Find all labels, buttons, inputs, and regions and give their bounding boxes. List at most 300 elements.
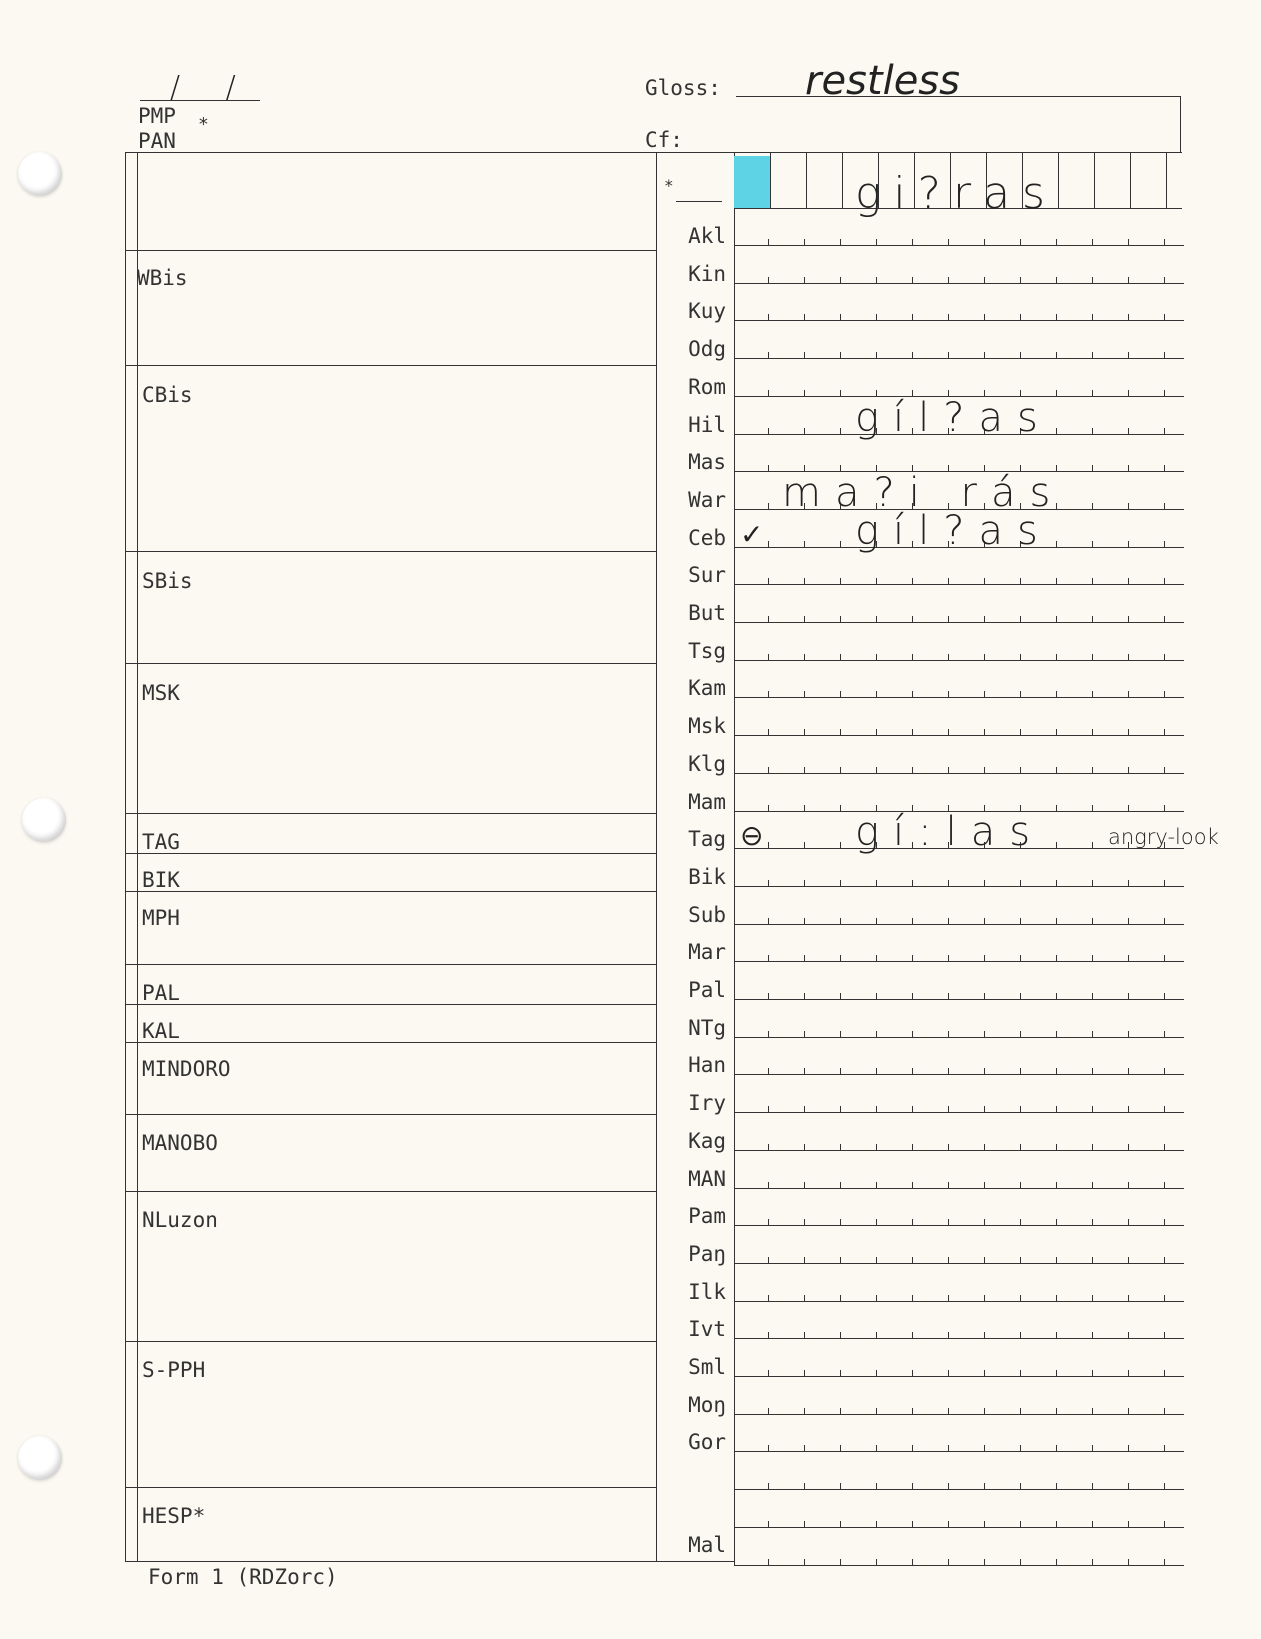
- grid-tick: [734, 1445, 735, 1452]
- grid-row-line: [734, 773, 1184, 774]
- grid-tick: [948, 1257, 949, 1264]
- grid-tick: [948, 578, 949, 585]
- language-code: Sur: [688, 563, 726, 588]
- grid-tick: [1020, 314, 1021, 321]
- grid-tick: [1092, 1559, 1093, 1566]
- grid-tick: [734, 1559, 735, 1566]
- grid-tick: [912, 616, 913, 623]
- entry-grid-row: [734, 961, 1184, 971]
- grid-tick: [734, 1144, 735, 1151]
- grid-tick: [1092, 993, 1093, 1000]
- grid-tick: [912, 1332, 913, 1339]
- grid-tick: [1092, 541, 1093, 548]
- grid-tick: [768, 314, 769, 321]
- grid-tick: [912, 1521, 913, 1528]
- grid-tick: [1092, 1332, 1093, 1339]
- grid-tick: [912, 239, 913, 246]
- grid-tick: [912, 767, 913, 774]
- grid-tick: [734, 314, 735, 321]
- grid-tick: [876, 277, 877, 284]
- section-divider: [125, 891, 656, 892]
- grid-row-line: [734, 1376, 1184, 1377]
- grid-tick: [1164, 918, 1165, 925]
- grid-tick: [804, 541, 805, 548]
- grid-tick: [984, 880, 985, 887]
- grid-tick: [1128, 1182, 1129, 1189]
- grid-tick: [1128, 1370, 1129, 1377]
- grid-tick: [1056, 390, 1057, 397]
- grid-row-line: [734, 358, 1184, 359]
- grid-tick: [768, 1031, 769, 1038]
- grid-tick: [840, 239, 841, 246]
- section-label-sbis: SBis: [142, 569, 193, 593]
- grid-tick: [840, 729, 841, 736]
- grid-tick: [1056, 1031, 1057, 1038]
- grid-tick: [840, 1483, 841, 1490]
- language-code: But: [688, 601, 726, 625]
- section-divider: [125, 1191, 656, 1192]
- grid-tick: [1020, 993, 1021, 1000]
- section-label-kal: KAL: [142, 1019, 180, 1043]
- grid-tick: [984, 993, 985, 1000]
- grid-tick: [768, 1295, 769, 1302]
- grid-tick: [768, 1257, 769, 1264]
- grid-tick: [804, 1483, 805, 1490]
- grid-tick: [1164, 352, 1165, 359]
- grid-tick: [984, 1483, 985, 1490]
- grid-tick: [840, 691, 841, 698]
- grid-tick: [1164, 428, 1165, 435]
- grid-tick: [948, 1219, 949, 1226]
- grid-tick: [1164, 578, 1165, 585]
- grid-tick: [984, 1144, 985, 1151]
- grid-tick: [768, 654, 769, 661]
- grid-tick: [1056, 729, 1057, 736]
- grid-tick: [1128, 805, 1129, 812]
- grid-tick: [734, 1295, 735, 1302]
- grid-row-line: [734, 1338, 1184, 1339]
- grid-row-line: [734, 924, 1184, 925]
- grid-tick: [948, 1182, 949, 1189]
- grid-tick: [1020, 277, 1021, 284]
- grid-tick: [840, 277, 841, 284]
- grid-tick: [768, 616, 769, 623]
- grid-tick: [1092, 1445, 1093, 1452]
- grid-tick: [804, 955, 805, 962]
- grid-tick: [1092, 390, 1093, 397]
- language-code: NTg: [688, 1015, 726, 1040]
- grid-tick: [840, 1219, 841, 1226]
- entry-grid-row: [734, 358, 1184, 368]
- grid-tick: [804, 352, 805, 359]
- pan-label: PAN: [138, 129, 176, 153]
- grid-tick: [948, 239, 949, 246]
- section-label-cbis: CBis: [142, 383, 193, 407]
- grid-tick: [948, 1483, 949, 1490]
- grid-tick: [1164, 277, 1165, 284]
- grid-tick: [948, 1031, 949, 1038]
- grid-tick: [984, 955, 985, 962]
- language-code: Sml: [688, 1355, 726, 1379]
- frame-left-outer: [125, 152, 126, 1562]
- entry-grid-row: [734, 1489, 1184, 1499]
- grid-tick: [1020, 1521, 1021, 1528]
- grid-tick: [1128, 880, 1129, 887]
- grid-tick: [1164, 1257, 1165, 1264]
- grid-tick: [912, 1295, 913, 1302]
- language-code: Iry: [688, 1091, 726, 1116]
- grid-tick: [804, 993, 805, 1000]
- grid-tick: [876, 1182, 877, 1189]
- entry-grid-row: [734, 245, 1184, 255]
- gloss-label: Gloss:: [645, 76, 721, 100]
- grid-tick: [840, 955, 841, 962]
- grid-tick: [876, 1295, 877, 1302]
- grid-tick: [804, 277, 805, 284]
- binder-hole-middle: [22, 798, 66, 842]
- grid-tick: [912, 578, 913, 585]
- grid-tick: [1164, 955, 1165, 962]
- grid-row-line: [734, 1074, 1184, 1075]
- grid-row-line: [734, 1301, 1184, 1302]
- entry-grid-row: [734, 1338, 1184, 1348]
- grid-tick: [734, 277, 735, 284]
- section-label-manobo: MANOBO: [142, 1131, 218, 1155]
- grid-tick: [768, 277, 769, 284]
- entry-grid-row: [734, 1565, 1184, 1575]
- grid-tick: [1092, 465, 1093, 472]
- language-code: Mam: [688, 789, 726, 814]
- grid-tick: [1164, 1219, 1165, 1226]
- grid-tick: [948, 1559, 949, 1566]
- grid-tick: [912, 1144, 913, 1151]
- reflex-form: ma?i rás: [782, 469, 1065, 516]
- grid-tick: [768, 1559, 769, 1566]
- grid-tick: [804, 1408, 805, 1415]
- grid-tick: [1020, 1219, 1021, 1226]
- entry-grid-row: [734, 1112, 1184, 1122]
- grid-tick: [768, 805, 769, 812]
- section-divider: [125, 365, 656, 366]
- grid-tick: [734, 955, 735, 962]
- grid-tick: [840, 1106, 841, 1113]
- gloss-value: restless: [805, 58, 960, 104]
- grid-tick: [876, 314, 877, 321]
- grid-tick: [948, 1332, 949, 1339]
- language-code: Han: [688, 1053, 726, 1078]
- grid-tick: [876, 1068, 877, 1075]
- language-code: War: [688, 487, 726, 512]
- grid-tick: [1056, 616, 1057, 623]
- grid-tick: [1164, 541, 1165, 548]
- grid-tick: [876, 767, 877, 774]
- proto-cell-divider: [1130, 152, 1131, 208]
- grid-tick: [1128, 314, 1129, 321]
- grid-tick: [1092, 503, 1093, 510]
- language-code: Pal: [688, 978, 726, 1002]
- grid-tick: [1020, 1332, 1021, 1339]
- grid-tick: [876, 1144, 877, 1151]
- pmp-label: PMP: [138, 104, 176, 128]
- grid-tick: [1164, 691, 1165, 698]
- grid-tick: [734, 616, 735, 623]
- grid-tick: [1128, 578, 1129, 585]
- grid-tick: [1128, 616, 1129, 623]
- grid-tick: [768, 1521, 769, 1528]
- grid-tick: [984, 1521, 985, 1528]
- proto-star: *: [664, 176, 674, 195]
- proto-underline: [676, 201, 722, 202]
- grid-tick: [1020, 352, 1021, 359]
- grid-tick: [804, 1182, 805, 1189]
- grid-tick: [948, 1445, 949, 1452]
- grid-tick: [984, 616, 985, 623]
- grid-tick: [1128, 428, 1129, 435]
- grid-tick: [1128, 1483, 1129, 1490]
- section-label-hesp: HESP*: [142, 1504, 206, 1528]
- grid-tick: [876, 955, 877, 962]
- grid-row-line: [734, 999, 1184, 1000]
- grid-tick: [1164, 654, 1165, 661]
- date-marks: / /: [170, 70, 254, 105]
- grid-tick: [1092, 1144, 1093, 1151]
- grid-tick: [1056, 842, 1057, 849]
- grid-tick: [734, 1483, 735, 1490]
- grid-tick: [984, 767, 985, 774]
- check-mark-icon: ✓: [740, 517, 764, 551]
- grid-tick: [1128, 465, 1129, 472]
- grid-row-line: [734, 1527, 1184, 1528]
- grid-tick: [804, 1559, 805, 1566]
- grid-tick: [734, 541, 735, 548]
- crossed-circle-mark: ⊖: [740, 819, 764, 853]
- grid-tick: [1020, 1295, 1021, 1302]
- grid-tick: [912, 955, 913, 962]
- grid-tick: [734, 428, 735, 435]
- grid-tick: [1020, 616, 1021, 623]
- grid-tick: [768, 993, 769, 1000]
- proto-cell-divider: [1058, 152, 1059, 208]
- grid-tick: [1164, 1370, 1165, 1377]
- grid-row-line: [734, 584, 1184, 585]
- grid-tick: [1020, 1408, 1021, 1415]
- grid-tick: [1056, 1559, 1057, 1566]
- grid-tick: [1128, 654, 1129, 661]
- entry-grid-row: [734, 1414, 1184, 1424]
- grid-tick: [804, 918, 805, 925]
- grid-tick: [768, 1144, 769, 1151]
- grid-tick: [1128, 1445, 1129, 1452]
- grid-row-line: [734, 1451, 1184, 1452]
- grid-tick: [768, 767, 769, 774]
- entry-grid-row: [734, 283, 1184, 293]
- grid-row-line: [734, 1188, 1184, 1189]
- reflex-form: gíl?as: [855, 507, 1052, 554]
- grid-tick: [948, 880, 949, 887]
- proto-cell-divider: [842, 152, 843, 208]
- grid-tick: [984, 239, 985, 246]
- grid-tick: [840, 541, 841, 548]
- grid-tick: [912, 1445, 913, 1452]
- language-code: Tsg: [688, 638, 726, 663]
- grid-tick: [1128, 1559, 1129, 1566]
- grid-tick: [734, 1370, 735, 1377]
- grid-tick: [1128, 918, 1129, 925]
- language-code: Akl: [688, 224, 726, 248]
- language-code: Ceb: [688, 525, 726, 550]
- language-code: Mal: [688, 1533, 726, 1557]
- grid-tick: [1092, 239, 1093, 246]
- grid-tick: [912, 352, 913, 359]
- grid-tick: [804, 1295, 805, 1302]
- section-divider: [125, 1487, 656, 1488]
- grid-tick: [948, 1295, 949, 1302]
- grid-row-line: [734, 961, 1184, 962]
- grid-tick: [1164, 1483, 1165, 1490]
- grid-tick: [804, 616, 805, 623]
- grid-tick: [984, 1559, 985, 1566]
- entry-grid-row: [734, 735, 1184, 745]
- grid-tick: [948, 729, 949, 736]
- grid-row-line: [734, 1263, 1184, 1264]
- grid-tick: [734, 729, 735, 736]
- section-label-bik: BIK: [142, 868, 180, 892]
- section-divider: [125, 1042, 656, 1043]
- grid-tick: [768, 1332, 769, 1339]
- grid-tick: [948, 1408, 949, 1415]
- grid-tick: [1020, 1106, 1021, 1113]
- grid-tick: [1020, 239, 1021, 246]
- grid-tick: [984, 1106, 985, 1113]
- grid-tick: [984, 918, 985, 925]
- proto-form-text: gi?ras: [855, 168, 1057, 219]
- grid-tick: [840, 1257, 841, 1264]
- grid-tick: [1020, 767, 1021, 774]
- grid-tick: [1020, 1559, 1021, 1566]
- entry-grid-row: [734, 1376, 1184, 1386]
- pmp-star: *: [198, 114, 209, 135]
- grid-tick: [840, 1295, 841, 1302]
- grid-tick: [804, 1144, 805, 1151]
- grid-tick: [840, 805, 841, 812]
- frame-top: [125, 152, 1182, 153]
- grid-tick: [768, 1106, 769, 1113]
- grid-tick: [734, 993, 735, 1000]
- grid-tick: [984, 1257, 985, 1264]
- grid-tick: [876, 239, 877, 246]
- binder-hole-top: [18, 152, 62, 196]
- entry-grid-row: [734, 1037, 1184, 1047]
- grid-tick: [876, 1370, 877, 1377]
- grid-tick: [984, 1332, 985, 1339]
- grid-tick: [1020, 1031, 1021, 1038]
- grid-tick: [912, 918, 913, 925]
- grid-tick: [984, 1370, 985, 1377]
- grid-tick: [984, 578, 985, 585]
- section-label-pal: PAL: [142, 981, 180, 1005]
- grid-tick: [1092, 578, 1093, 585]
- grid-tick: [1056, 767, 1057, 774]
- grid-tick: [1056, 1068, 1057, 1075]
- grid-tick: [1056, 314, 1057, 321]
- grid-tick: [840, 352, 841, 359]
- grid-tick: [768, 1182, 769, 1189]
- grid-tick: [1056, 1106, 1057, 1113]
- grid-tick: [1164, 1106, 1165, 1113]
- language-code: Moŋ: [688, 1392, 726, 1417]
- language-code: Mas: [688, 450, 726, 475]
- grid-tick: [734, 578, 735, 585]
- grid-row-line: [734, 622, 1184, 623]
- language-code: Kam: [688, 676, 726, 701]
- grid-tick: [768, 842, 769, 849]
- grid-tick: [876, 1031, 877, 1038]
- grid-tick: [840, 390, 841, 397]
- grid-tick: [876, 1521, 877, 1528]
- grid-tick: [768, 880, 769, 887]
- grid-tick: [804, 1031, 805, 1038]
- grid-tick: [840, 314, 841, 321]
- grid-tick: [1056, 993, 1057, 1000]
- cf-label: Cf:: [645, 128, 683, 152]
- grid-tick: [804, 1068, 805, 1075]
- grid-tick: [734, 1068, 735, 1075]
- grid-row-line: [734, 886, 1184, 887]
- grid-tick: [876, 578, 877, 585]
- entry-grid-row: [734, 924, 1184, 934]
- grid-tick: [840, 654, 841, 661]
- grid-tick: [734, 767, 735, 774]
- grid-tick: [984, 314, 985, 321]
- grid-tick: [804, 314, 805, 321]
- entry-grid-row: [734, 1074, 1184, 1084]
- grid-tick: [734, 1332, 735, 1339]
- grid-tick: [840, 578, 841, 585]
- entry-grid-row: [734, 1301, 1184, 1311]
- entry-grid-row: [734, 1188, 1184, 1198]
- entry-grid-row: [734, 584, 1184, 594]
- grid-tick: [840, 842, 841, 849]
- grid-tick: [804, 805, 805, 812]
- grid-tick: [912, 729, 913, 736]
- section-divider: [125, 853, 656, 854]
- section-label-mph: MPH: [142, 906, 180, 930]
- grid-row-line: [734, 1225, 1184, 1226]
- form-label: Form 1 (RDZorc): [148, 1565, 338, 1589]
- grid-tick: [876, 1408, 877, 1415]
- language-code: Kag: [688, 1128, 726, 1153]
- grid-tick: [1020, 578, 1021, 585]
- grid-tick: [1128, 1031, 1129, 1038]
- grid-tick: [840, 767, 841, 774]
- grid-tick: [1092, 918, 1093, 925]
- entry-grid-row: [734, 660, 1184, 670]
- grid-tick: [876, 616, 877, 623]
- grid-tick: [984, 1408, 985, 1415]
- grid-tick: [768, 1219, 769, 1226]
- entry-grid-row: [734, 773, 1184, 783]
- grid-tick: [1164, 1068, 1165, 1075]
- section-label-nluzon: NLuzon: [142, 1208, 218, 1232]
- grid-tick: [840, 918, 841, 925]
- grid-tick: [734, 654, 735, 661]
- grid-tick: [948, 314, 949, 321]
- grid-tick: [984, 277, 985, 284]
- grid-tick: [1092, 1106, 1093, 1113]
- grid-tick: [1056, 918, 1057, 925]
- language-code: Bik: [688, 864, 726, 889]
- grid-tick: [1056, 541, 1057, 548]
